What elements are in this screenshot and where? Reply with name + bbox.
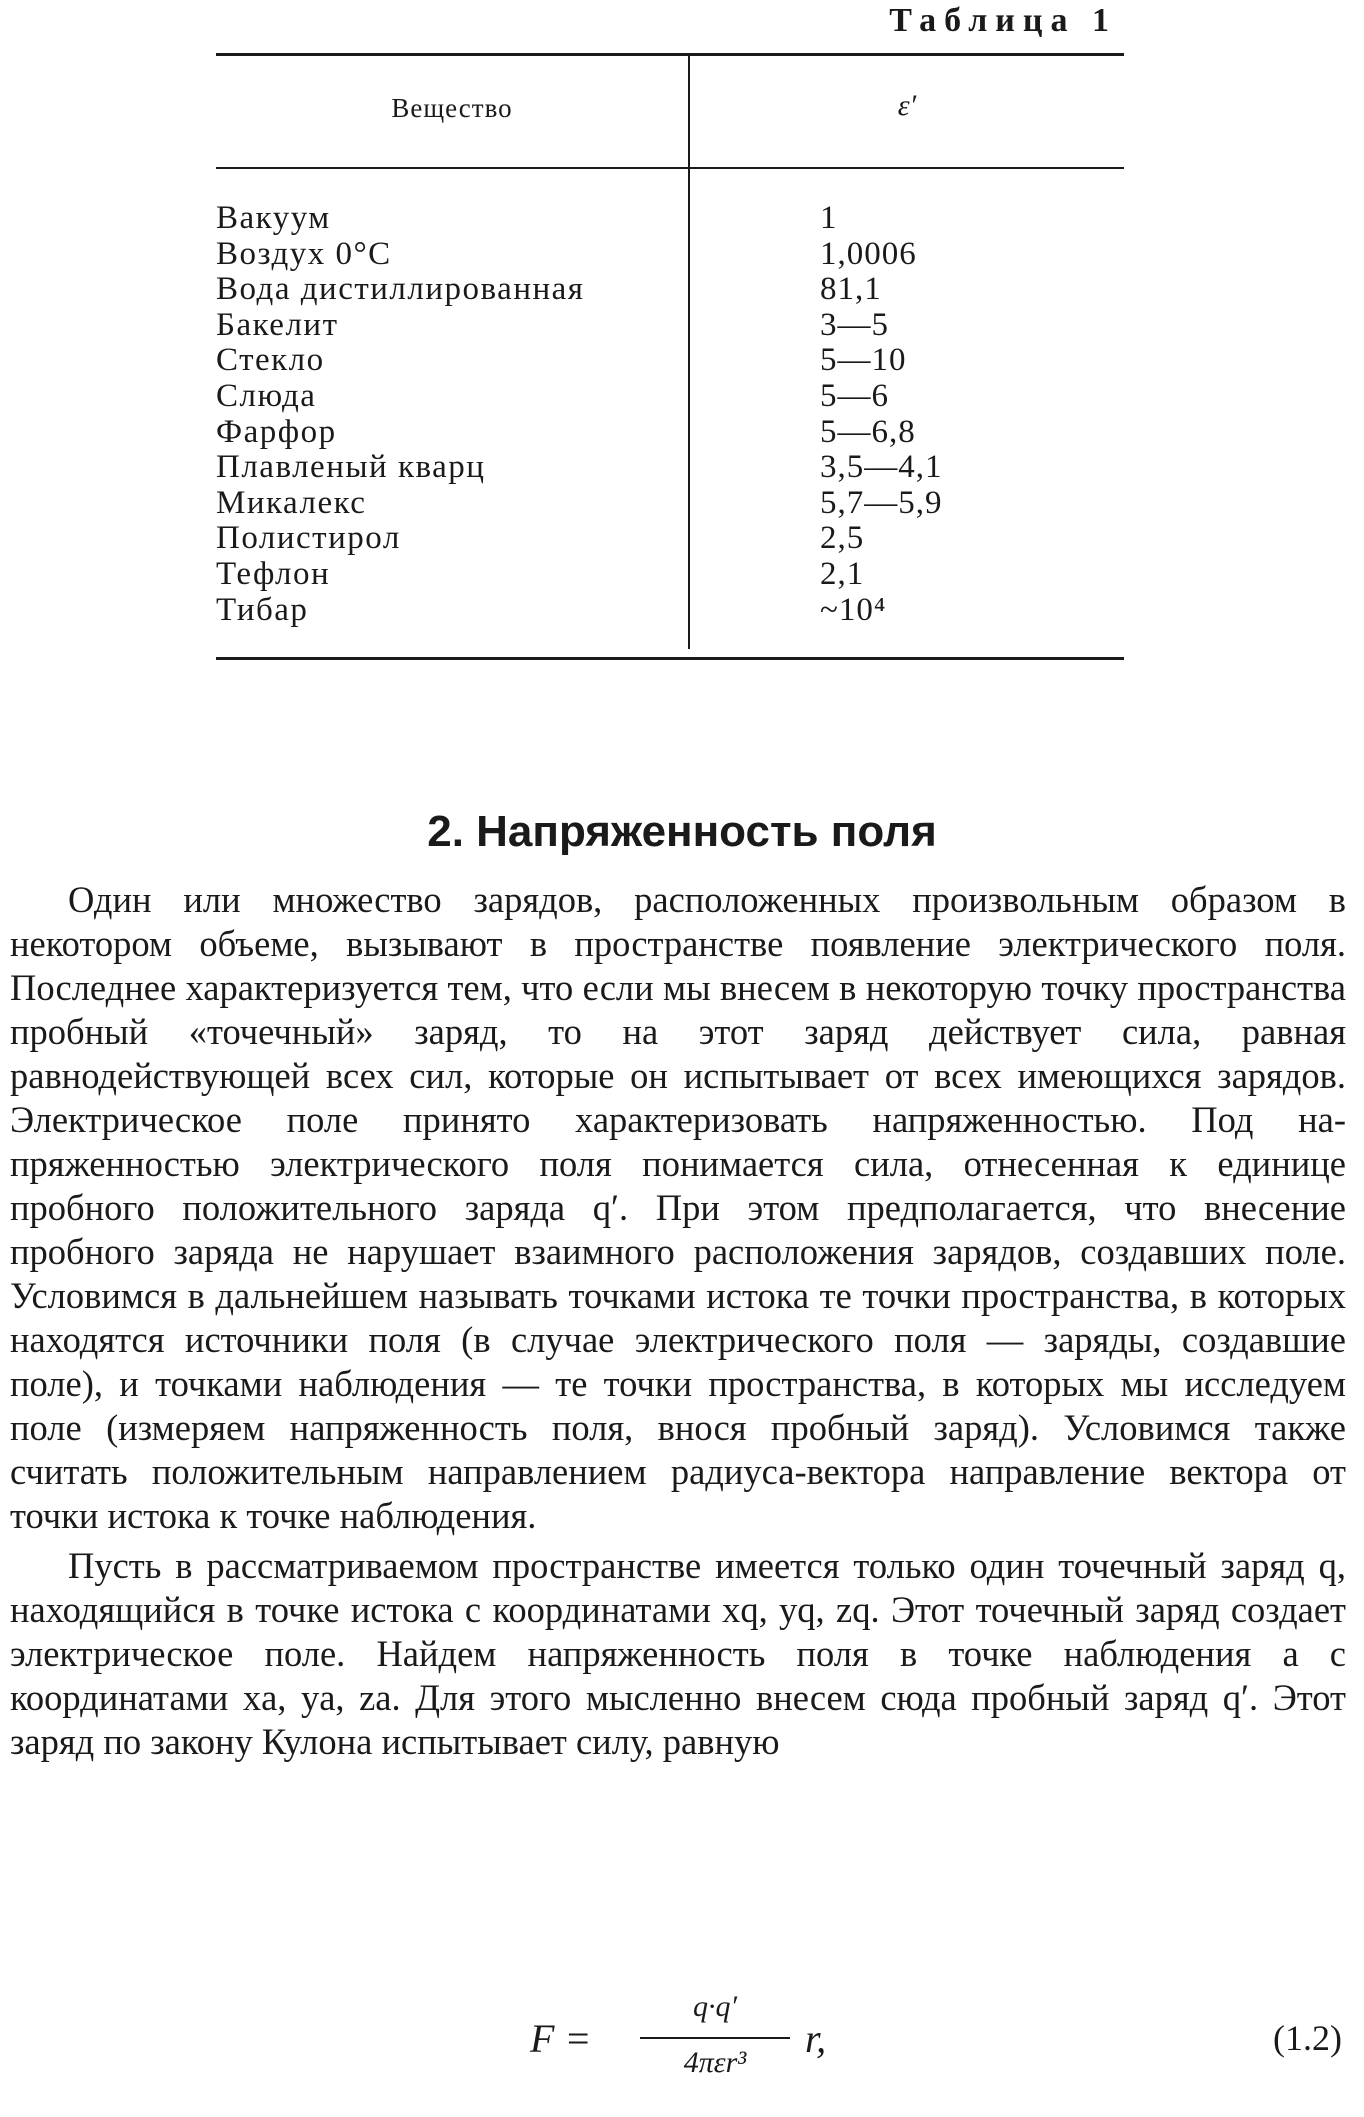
epsilon-value: 2,1 [820,555,865,592]
table-header-epsilon: ε′ [897,89,917,122]
epsilon-value: 5—10 [820,342,907,379]
epsilon-value: 1 [820,200,838,236]
table-row [216,308,1124,344]
substance-name: Бакелит [216,306,339,343]
table-top-rule [216,53,1124,56]
table-row [216,379,1124,415]
epsilon-value: 2,5 [820,520,865,557]
section-title: 2. Напряженность поля [427,806,937,856]
body-text [10,878,1346,1764]
substance-name: Полистирол [216,520,401,557]
table-row [216,272,1124,308]
table-row [216,237,1124,273]
epsilon-value: 81,1 [820,271,882,308]
epsilon-value: 3,5—4,1 [820,449,943,486]
table-row [216,593,1124,629]
epsilon-value: 5—6,8 [820,413,916,450]
equation-number: (1.2) [1273,2018,1342,2058]
table-header-rule [216,167,1124,169]
substance-name: Вакуум [216,200,331,236]
formula-numerator: q·q′ [692,1990,738,2023]
formula-rhs: r, [805,2016,827,2061]
formula-denominator: 4πεr³ [683,2046,747,2079]
table-row [216,450,1124,486]
substance-name: Микалекс [216,484,367,521]
table-header-substance: Вещество [391,93,513,123]
substance-name: Плавленый кварц [216,449,486,486]
substance-name: Фарфор [216,413,337,450]
epsilon-value: ~10⁴ [820,591,887,628]
table-row [216,415,1124,451]
substance-name: Вода дистиллированная [216,271,585,308]
table-row [216,521,1124,557]
formula-lhs: F = [530,2016,592,2061]
table-bottom-rule [216,657,1124,660]
paragraph: Пусть в рассматриваемом пространстве имеется только один точечный заряд q, находящийся в точке истока с координатами xq, yq, zq. Этот точечный заряд создает электрическое поле. Найдем напряженность поля в точке наблюдения a с координатами xa, ya, za. Для этого мысленно внесем сюда пробный заряд q′. Этот заряд по закону Кулона испытывает силу, равную [10,1545,1346,1762]
substance-name: Слюда [216,377,317,414]
epsilon-value: 5—6 [820,377,889,414]
formula-fraction [640,1985,790,2081]
permittivity-table [216,53,1124,661]
table-row [216,343,1124,379]
substance-name: Стекло [216,342,325,379]
substance-name: Тибар [216,591,309,628]
substance-name: Тефлон [216,555,331,592]
table-row [216,486,1124,522]
fraction-bar [640,2037,790,2039]
table-caption: Таблица 1 [889,2,1117,39]
table-row [216,201,1124,237]
epsilon-value: 5,7—5,9 [820,484,943,521]
table-body [216,201,1124,628]
paragraph: Один или множество зарядов, расположенных произвольным образом в некотором объеме, вызывают в пространстве появление электрического поля. Последнее характеризуется тем, что если мы внесем в некоторую точку пространства пробный «точечный» заряд, то на этот заряд действует сила, равная равнодействующей всех сил, которые он испытывает от всех имеющихся зарядов. Электрическое поле принято характеризовать напряженностью. Под напряженностью электрического поля понимается сила, отнесенная к единице пробного положительного заряда q′. При этом предполагается, что внесение пробного заряда не нарушает взаимного расположения зарядов, создавших поле. Условимся в дальнейшем называть точками истока те точки пространства, в которых находятся источники поля (в случае электрического поля — заряды, создавшие поле), и точками наблюдения — те точки пространства, в которых мы исследуем поле (измеряем напряженность поля, внося пробный заряд). Условимся также считать положительным направлением радиуса-вектора направление вектора от точки истока к точке наблюдения. [10,879,1346,1536]
epsilon-value: 3—5 [820,306,889,343]
epsilon-value: 1,0006 [820,235,917,272]
table-row [216,557,1124,593]
substance-name: Воздух 0°C [216,235,392,272]
